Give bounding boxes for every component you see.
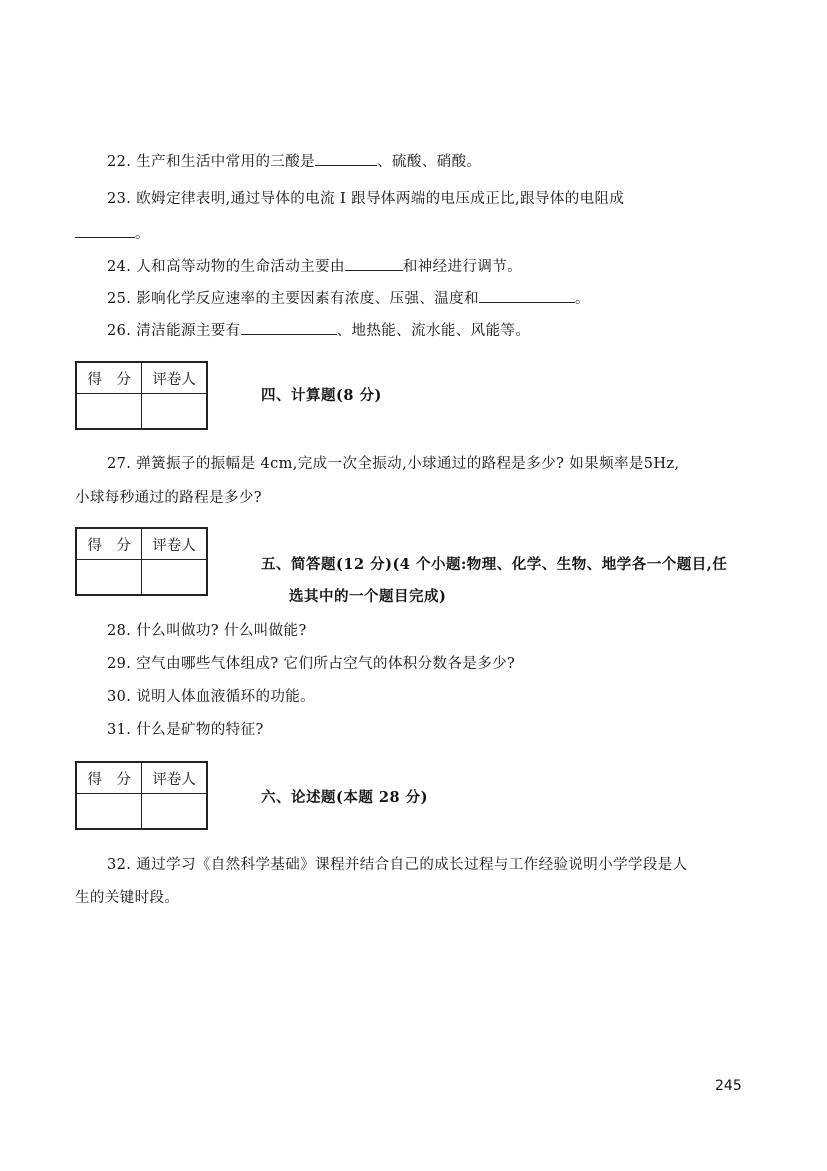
grader-cell <box>142 794 207 830</box>
question-23-text: 23. 欧姆定律表明,通过导体的电流 I 跟导体两端的电压成正比,跟导体的电阻成 <box>107 191 625 207</box>
section-5-heading-line-2: 选其中的一个题目完成) <box>289 588 447 605</box>
question-32-line-1: 32. 通过学习《自然科学基础》课程并结合自己的成长过程与工作经验说明小学学段是人 <box>107 857 688 873</box>
question-26 <box>107 319 530 340</box>
score-cell <box>76 394 142 430</box>
score-label: 得 分 <box>76 362 142 394</box>
grader-label: 评卷人 <box>142 762 207 794</box>
question-23-text-end: 。 <box>135 226 150 242</box>
question-32-line-2: 生的关键时段。 <box>75 890 180 906</box>
question-27-line-1: 27. 弹簧振子的振幅是 4cm,完成一次全振动,小球通过的路程是多少? 如果频率是5Hz, <box>107 456 680 472</box>
question-25-text-start: 25. 影响化学反应速率的主要因素有浓度、压强、温度和 <box>107 291 479 307</box>
answer-blank <box>315 152 377 166</box>
question-31: 31. 什么是矿物的特征? <box>107 722 264 738</box>
question-26-text-start: 26. 清洁能源主要有 <box>107 323 241 339</box>
answer-blank <box>345 257 403 271</box>
section-4-heading: 四、计算题(8 分) <box>261 387 382 404</box>
question-25 <box>107 287 590 308</box>
grader-cell <box>142 394 207 430</box>
question-22 <box>107 150 481 171</box>
score-table <box>75 527 208 596</box>
score-cell <box>76 560 142 596</box>
question-24 <box>107 255 522 276</box>
score-table <box>75 361 208 430</box>
question-23 <box>107 187 624 208</box>
answer-blank <box>479 289 575 303</box>
question-22-text-end: 、硫酸、硝酸。 <box>377 154 482 170</box>
score-label: 得 分 <box>76 528 142 560</box>
question-28: 28. 什么叫做功? 什么叫做能? <box>107 623 307 639</box>
question-24-text-end: 和神经进行调节。 <box>402 259 523 275</box>
question-23-continuation <box>75 222 150 243</box>
answer-blank <box>75 224 135 238</box>
page-number: 245 <box>715 1078 742 1094</box>
question-24-text-start: 24. 人和高等动物的生命活动主要由 <box>107 259 345 275</box>
score-cell <box>76 794 142 830</box>
question-29: 29. 空气由哪些气体组成? 它们所占空气的体积分数各是多少? <box>107 656 516 672</box>
grader-label: 评卷人 <box>142 362 207 394</box>
question-25-text-end: 。 <box>574 291 590 307</box>
question-27-line-2: 小球每秒通过的路程是多少? <box>75 490 262 506</box>
section-5-heading-line-1: 五、简答题(12 分)(4 个小题:物理、化学、生物、地学各一个题目,任 <box>261 556 728 573</box>
grader-cell <box>142 560 207 596</box>
answer-blank <box>241 321 337 335</box>
question-26-text-end: 、地热能、流水能、风能等。 <box>336 323 531 339</box>
score-label: 得 分 <box>76 762 142 794</box>
section-6-heading: 六、论述题(本题 28 分) <box>261 789 428 806</box>
score-table <box>75 761 208 830</box>
grader-label: 评卷人 <box>142 528 207 560</box>
question-22-text-start: 22. 生产和生活中常用的三酸是 <box>107 154 316 170</box>
question-30: 30. 说明人体血液循环的功能。 <box>107 689 316 705</box>
